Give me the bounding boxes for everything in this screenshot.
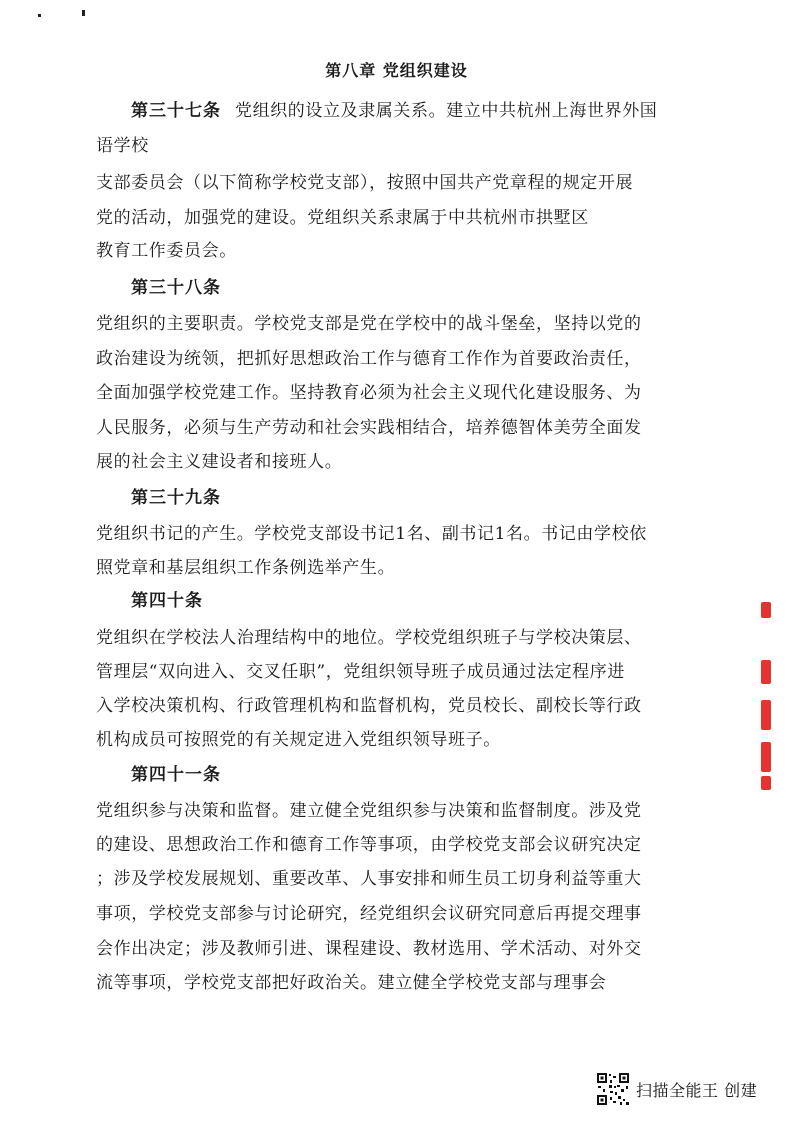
- article-line: 会作出决定；涉及教师引进、课程建设、教材选用、学术活动、对外交: [96, 939, 642, 959]
- chapter-title: 第八章 党组织建设: [325, 61, 468, 80]
- article-heading: 第四十条: [131, 591, 203, 611]
- article-line: 党组织参与决策和监督。建立健全党组织参与决策和监督制度。涉及党: [96, 801, 642, 821]
- article-line: 党组织的主要职责。学校党支部是党在学校中的战斗堡垒，坚持以党的: [96, 314, 642, 334]
- article-line: 照党章和基层组织工作条例选举产生。: [96, 558, 396, 578]
- article-line: 语学校: [96, 136, 149, 156]
- article-heading: 第三十七条: [131, 101, 221, 121]
- article-line: 机构成员可按照党的有关规定进入党组织领导班子。: [96, 730, 501, 750]
- article-line: 支部委员会（以下简称学校党支部），按照中国共产党章程的规定开展: [96, 173, 634, 193]
- article-line: 事项，学校党支部参与讨论研究，经党组织会议研究同意后再提交理事: [96, 904, 642, 924]
- article-text: 党组织的设立及隶属关系。建立中共杭州上海世界外国: [235, 101, 658, 121]
- article-line: 政治建设为统领，把抓好思想政治工作与德育工作作为首要政治责任，: [96, 349, 642, 369]
- qr-code-icon: [596, 1072, 630, 1106]
- article-line: 党的活动，加强党的建设。党组织关系隶属于中共杭州市拱墅区: [96, 208, 589, 228]
- article-heading: 第三十九条: [131, 488, 221, 508]
- article-line: 教育工作委员会。: [96, 241, 237, 261]
- article-37-first-line: [131, 96, 657, 121]
- scan-speck: [82, 10, 85, 16]
- article-line: 入学校决策机构、行政管理机构和监督机构，党员校长、副校长等行政: [96, 696, 642, 716]
- article-line: ；涉及学校发展规划、重要改革、人事安排和师生员工切身利益等重大: [96, 869, 642, 889]
- article-heading: 第三十八条: [131, 278, 221, 298]
- article-line: 党组织在学校法人治理结构中的地位。学校党组织班子与学校决策层、: [96, 628, 642, 648]
- article-line: 党组织书记的产生。学校党支部设书记1名、副书记1名。书记由学校依: [96, 524, 647, 544]
- scan-speck: [38, 14, 41, 17]
- red-stamp-fragment: [761, 660, 771, 684]
- article-line: 展的社会主义建设者和接班人。: [96, 452, 343, 472]
- red-stamp-fragment: [761, 742, 771, 772]
- article-line: 流等事项，学校党支部把好政治关。建立健全学校党支部与理事会: [96, 973, 607, 993]
- scanner-watermark: [596, 1072, 757, 1106]
- red-stamp-fragment: [761, 776, 771, 790]
- article-line: 的建设、思想政治工作和德育工作等事项，由学校党支部会议研究决定: [96, 835, 642, 855]
- red-stamp-fragment: [761, 700, 771, 730]
- article-line: 人民服务，必须与生产劳动和社会实践相结合，培养德智体美劳全面发: [96, 418, 642, 438]
- article-line: 全面加强学校党建工作。坚持教育必须为社会主义现代化建设服务、为: [96, 383, 642, 403]
- scanner-watermark-text: 扫描全能王 创建: [636, 1080, 758, 1100]
- article-line: 管理层“双向进入、交叉任职”，党组织领导班子成员通过法定程序进: [96, 662, 625, 682]
- article-heading: 第四十一条: [131, 765, 221, 785]
- red-stamp-fragment: [761, 602, 771, 618]
